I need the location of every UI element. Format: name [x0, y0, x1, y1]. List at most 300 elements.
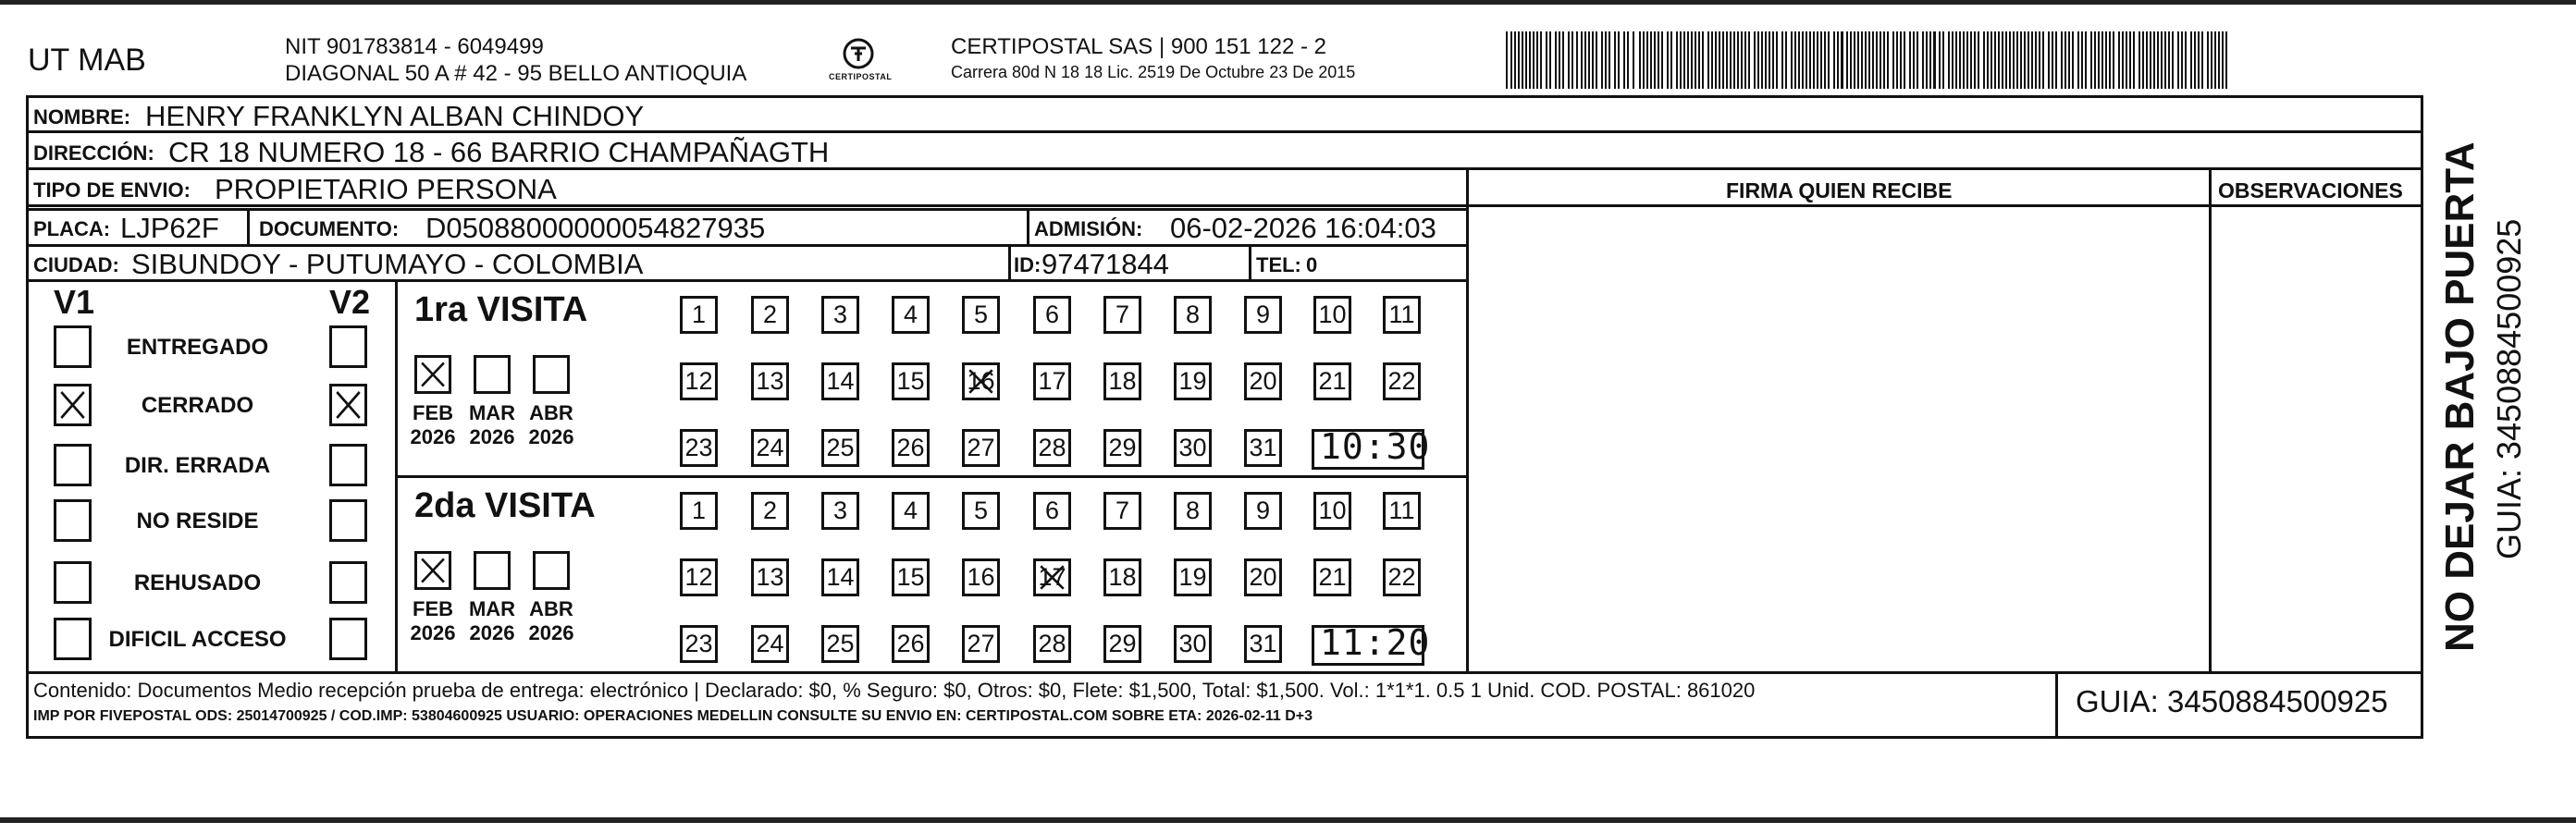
day-box[interactable] [1313, 492, 1351, 530]
day-box[interactable] [962, 296, 1000, 334]
barcode-bar [1592, 31, 1594, 89]
day-box[interactable] [1244, 492, 1282, 530]
barcode-bar [1748, 31, 1750, 89]
day-box[interactable] [892, 558, 930, 596]
day-number: 8 [1185, 300, 1201, 328]
barcode-bar [1820, 31, 1822, 89]
day-box[interactable] [1383, 296, 1421, 334]
visit-title: 1ra VISITA [414, 290, 588, 329]
day-number: 6 [1044, 300, 1060, 328]
barcode-bar [1687, 31, 1689, 89]
barcode-bar [1588, 31, 1590, 89]
month-year: 2026 [469, 621, 515, 644]
month-checkbox[interactable] [414, 355, 451, 394]
col-divider [2209, 167, 2212, 671]
day-box[interactable] [1033, 429, 1071, 467]
day-box[interactable] [962, 492, 1000, 530]
footer-guia: GUIA: 3450884500925 [2076, 684, 2388, 718]
barcode-bar [2005, 31, 2007, 89]
barcode-bar [1546, 31, 1547, 89]
day-box[interactable] [821, 558, 859, 596]
day-number: 10 [1318, 300, 1347, 328]
v2-checkbox[interactable] [329, 618, 367, 660]
day-box[interactable] [1174, 429, 1212, 467]
barcode-bar [2161, 31, 2163, 89]
id-value: 97471844 [1041, 248, 1169, 280]
barcode-bar [1695, 31, 1696, 89]
barcode-bar [2207, 31, 2209, 89]
status-label: REHUSADO [133, 570, 262, 595]
barcode-bar [1643, 31, 1645, 89]
day-number: 27 [967, 630, 995, 657]
day-box[interactable] [1174, 362, 1212, 400]
barcode-bar [1896, 31, 1898, 89]
barcode-bar [1639, 31, 1641, 89]
barcode-bar [2126, 31, 2127, 89]
day-number: 2 [762, 497, 778, 524]
courier-license: Carrera 80d N 18 18 Lic. 2519 De Octubre 23 De 2015 [951, 63, 1356, 81]
barcode-bar [1691, 31, 1693, 89]
id-label: ID: [1014, 253, 1041, 276]
month-checkbox[interactable] [474, 355, 511, 394]
day-box[interactable] [1033, 362, 1071, 400]
month-checkbox[interactable] [474, 551, 511, 590]
barcode-bar [1887, 31, 1889, 89]
barcode-bar [1702, 31, 1704, 89]
day-number: 23 [684, 434, 713, 461]
barcode-bar [1698, 31, 1700, 89]
status-label: ENTREGADO [126, 335, 269, 360]
barcode-bar [1861, 31, 1863, 89]
day-box[interactable] [680, 296, 718, 334]
barcode-bar [1623, 31, 1625, 89]
day-box[interactable] [680, 429, 718, 467]
barcode-bar [1948, 31, 1950, 89]
status-label: CERRADO [141, 393, 254, 418]
barcode-bar [2031, 31, 2033, 89]
observaciones-header: OBSERVACIONES [2218, 178, 2403, 202]
barcode-bar [2028, 31, 2029, 89]
barcode-bar [1813, 31, 1815, 89]
barcode-bar [1846, 31, 1848, 89]
barcode-bar [1536, 31, 1538, 89]
barcode-bar [1627, 31, 1629, 89]
barcode-bar [1963, 31, 1965, 89]
day-box[interactable] [1174, 625, 1212, 663]
day-number: 20 [1249, 367, 1277, 395]
day-box[interactable] [892, 362, 930, 400]
day-number: 14 [826, 563, 855, 591]
day-box[interactable] [751, 625, 789, 663]
month-year: 2026 [469, 425, 515, 448]
barcode-bar [1994, 31, 1996, 89]
barcode-bar [1726, 31, 1728, 89]
month-year: 2026 [410, 425, 456, 448]
day-box[interactable] [1103, 625, 1141, 663]
barcode-bar [2181, 31, 2183, 89]
v2-checkbox[interactable] [329, 561, 367, 604]
barcode-bar [1633, 31, 1634, 89]
barcode-bar [2225, 31, 2227, 89]
day-box[interactable] [1103, 558, 1141, 596]
barcode-bar [1737, 31, 1739, 89]
day-box[interactable] [680, 492, 718, 530]
day-box[interactable] [1033, 625, 1071, 663]
barcode-bar [2201, 31, 2203, 89]
barcode-bar [2198, 31, 2200, 89]
barcode-bar [1959, 31, 1961, 89]
barcode-bar [1991, 31, 1992, 89]
day-box[interactable] [821, 362, 859, 400]
barcode-bar [1510, 31, 1512, 89]
direccion-value: CR 18 NUMERO 18 - 66 BARRIO CHAMPAÑAGTH [168, 136, 830, 168]
barcode-bar [1549, 31, 1551, 89]
day-number: 24 [756, 434, 784, 461]
barcode-bar [2013, 31, 2015, 89]
day-number: 11 [1388, 300, 1415, 328]
day-box[interactable] [821, 492, 859, 530]
day-box[interactable] [1103, 362, 1141, 400]
barcode-bar [1791, 31, 1793, 89]
barcode-bar [1529, 31, 1531, 89]
day-number: 8 [1185, 497, 1201, 524]
placa-value: LJP62F [120, 212, 219, 244]
day-box[interactable] [1244, 558, 1282, 596]
barcode-bar [1683, 31, 1685, 89]
day-number: 30 [1178, 630, 1207, 657]
day-box[interactable] [892, 625, 930, 663]
day-box[interactable] [680, 558, 718, 596]
day-box[interactable] [1244, 362, 1282, 400]
barcode-bar [1676, 31, 1678, 89]
barcode-bar [1571, 31, 1573, 89]
barcode-bar [2048, 31, 2050, 89]
barcode-bar [1828, 31, 1830, 89]
ciudad-label: CIUDAD: [33, 253, 119, 276]
day-number: 7 [1115, 497, 1130, 524]
day-box[interactable] [962, 429, 1000, 467]
barcode-bar [1837, 31, 1839, 89]
scan-bottom-edge [0, 817, 2576, 823]
day-number: 17 [1038, 563, 1066, 591]
barcode-bar [1933, 31, 1936, 89]
barcode-bar [1974, 31, 1976, 89]
barcode-bar [1555, 31, 1557, 89]
barcode-bar [1761, 31, 1763, 89]
day-number: 31 [1249, 434, 1277, 461]
barcode-bar [1733, 31, 1735, 89]
day-number: 7 [1115, 300, 1130, 328]
barcode-bar [1955, 31, 1957, 89]
day-number: 20 [1249, 563, 1277, 591]
day-number: 31 [1249, 630, 1277, 657]
month-label: ABR [529, 597, 573, 620]
placa-label: PLACA: [33, 217, 111, 240]
barcode-bar [1966, 31, 1968, 89]
barcode-bar [1581, 31, 1583, 89]
col-divider [1027, 208, 1029, 245]
day-cross-mark [1036, 561, 1068, 594]
day-number: 3 [832, 497, 848, 524]
day-number: 6 [1044, 497, 1060, 524]
day-number: 30 [1178, 434, 1207, 461]
month-checkbox[interactable] [533, 551, 570, 590]
status-label: DIR. ERRADA [124, 453, 271, 478]
barcode-bar [1711, 31, 1713, 89]
barcode-bar [2109, 31, 2111, 89]
barcode-bar [1785, 31, 1787, 89]
day-box[interactable] [1244, 625, 1282, 663]
barcode-bar [2052, 31, 2053, 89]
barcode-bar [2039, 31, 2040, 89]
certipostal-logo [829, 35, 893, 89]
day-number: 24 [756, 630, 784, 657]
barcode-bar [1883, 31, 1885, 89]
day-box[interactable] [1244, 296, 1282, 334]
barcode-bar [2077, 31, 2079, 89]
v1-header: V1 [54, 283, 95, 321]
barcode-bar [2009, 31, 2011, 89]
v2-header: V2 [329, 283, 371, 321]
barcode-bar [1540, 31, 1542, 89]
day-number: 14 [826, 367, 855, 395]
barcode-bar [1983, 31, 1985, 89]
day-number: 28 [1038, 434, 1066, 461]
row-divider [1469, 204, 2423, 207]
barcode-bar [1722, 31, 1724, 89]
company-name: UT MAB [28, 43, 146, 78]
barcode-bar [1913, 31, 1915, 89]
barcode-bar [1809, 31, 1811, 89]
barcode-bar [2072, 31, 2074, 89]
barcode-bar [2164, 31, 2166, 89]
barcode-bar [1833, 31, 1835, 89]
admision-value: 06-02-2026 16:04:03 [1170, 212, 1436, 244]
day-box[interactable] [892, 296, 930, 334]
day-box[interactable] [1174, 492, 1212, 530]
barcode-bar [2002, 31, 2003, 89]
day-box[interactable] [1174, 296, 1212, 334]
day-box[interactable] [1103, 296, 1141, 334]
month-label: MAR [468, 597, 516, 620]
day-box[interactable] [1383, 492, 1421, 530]
day-number: 12 [684, 563, 713, 591]
day-number: 15 [896, 367, 925, 395]
barcode-bar [1730, 31, 1732, 89]
v2-checkbox[interactable] [329, 325, 367, 368]
barcode-bar [1618, 31, 1620, 89]
day-box[interactable] [1033, 296, 1071, 334]
day-number: 5 [973, 300, 989, 328]
barcode-bar [1562, 31, 1564, 89]
day-box[interactable] [751, 558, 789, 596]
footer-imp-line: IMP POR FIVEPOSTAL ODS: 25014700925 / COD.IMP: 53804600925 USUARIO: OPERACIONES MEDELLIN CONSULTE SU ENVIO EN: CERTIPOSTAL.COM SOBRE ETA: 2026-02-11 D+3 [33, 708, 1313, 724]
day-number: 16 [967, 367, 995, 395]
day-box[interactable] [751, 492, 789, 530]
barcode-bar [1781, 31, 1783, 89]
barcode-bar [1854, 31, 1855, 89]
day-box[interactable] [1383, 362, 1421, 400]
barcode-bar [1559, 31, 1560, 89]
month-year: 2026 [410, 621, 456, 644]
barcode-bar [2194, 31, 2196, 89]
barcode-bar [1939, 31, 1941, 89]
barcode-bar [2129, 31, 2131, 89]
barcode-bar [2157, 31, 2159, 89]
month-checkbox[interactable] [533, 355, 570, 394]
barcode-bar [2113, 31, 2114, 89]
barcode-bar [1917, 31, 1918, 89]
barcode-bar [1794, 31, 1796, 89]
barcode-bar [1576, 31, 1578, 89]
day-box[interactable] [1174, 558, 1212, 596]
barcode-bar [2133, 31, 2135, 89]
day-box[interactable] [1383, 558, 1421, 596]
day-box[interactable] [751, 296, 789, 334]
barcode-bar [1942, 31, 1944, 89]
barcode-bar [2016, 31, 2018, 89]
barcode-bar [2190, 31, 2192, 89]
day-number: 23 [684, 630, 713, 657]
barcode-bar [2098, 31, 2100, 89]
tipo-envio-value: PROPIETARIO PERSONA [215, 173, 557, 205]
barcode-bar [2090, 31, 2092, 89]
day-box[interactable] [892, 429, 930, 467]
barcode-bar [1667, 31, 1669, 89]
day-number: 25 [826, 434, 855, 461]
barcode-bar [1719, 31, 1720, 89]
barcode-bar [1522, 31, 1523, 89]
v2-checkbox[interactable] [329, 499, 367, 542]
barcode [1506, 31, 2237, 91]
barcode-bar [2185, 31, 2187, 89]
barcode-bar [2218, 31, 2220, 89]
logo-wordmark: CERTIPOSTAL [829, 72, 893, 81]
day-number: 12 [684, 367, 713, 395]
courier-name: CERTIPOSTAL SAS | 900 151 122 - 2 [951, 34, 1326, 59]
documento-value: D05088000000054827935 [425, 212, 766, 244]
barcode-bar [2055, 31, 2057, 89]
visit-title: 2da VISITA [414, 486, 596, 525]
day-box[interactable] [962, 362, 1000, 400]
month-year: 2026 [528, 425, 574, 448]
day-number: 18 [1108, 563, 1137, 591]
time-box[interactable] [1312, 622, 1431, 666]
day-box[interactable] [892, 492, 930, 530]
barcode-bar [1880, 31, 1881, 89]
nombre-value: HENRY FRANKLYN ALBAN CHINDOY [145, 100, 645, 132]
tipo-envio-label: TIPO DE ENVIO: [33, 178, 191, 202]
row-divider [395, 475, 1468, 478]
barcode-bar [2172, 31, 2174, 89]
barcode-bar [2214, 31, 2216, 89]
barcode-bar [1754, 31, 1756, 89]
day-box[interactable] [680, 362, 718, 400]
day-number: 26 [896, 434, 925, 461]
day-box[interactable] [1313, 296, 1351, 334]
barcode-bar [1987, 31, 1989, 89]
month-checkbox[interactable] [414, 551, 451, 590]
barcode-bar [1806, 31, 1807, 89]
barcode-bar [2081, 31, 2083, 89]
day-box[interactable] [1033, 558, 1071, 596]
barcode-bar [1998, 31, 2000, 89]
day-number: 16 [967, 563, 995, 591]
barcode-bar [1952, 31, 1954, 89]
row-divider [26, 208, 1469, 211]
day-number: 27 [967, 434, 995, 461]
day-box[interactable] [962, 558, 1000, 596]
barcode-bar [1872, 31, 1874, 89]
v2-checkbox[interactable] [329, 444, 367, 486]
barcode-bar [1769, 31, 1770, 89]
barcode-bar [1533, 31, 1535, 89]
day-box[interactable] [962, 625, 1000, 663]
admision-label: ADMISIÓN: [1034, 217, 1143, 240]
time-box[interactable] [1312, 426, 1431, 470]
barcode-bar [1904, 31, 1905, 89]
day-number: 19 [1178, 563, 1207, 591]
day-box[interactable] [821, 296, 859, 334]
direccion-label: DIRECCIÓN: [33, 141, 154, 165]
barcode-bar [2222, 31, 2224, 89]
month-year: 2026 [528, 621, 574, 644]
documento-label: DOCUMENTO: [259, 217, 400, 240]
day-box[interactable] [1244, 429, 1282, 467]
barcode-bar [2105, 31, 2107, 89]
col-divider [1249, 244, 1251, 279]
day-box[interactable] [1313, 558, 1351, 596]
barcode-bar [1900, 31, 1902, 89]
barcode-bar [2101, 31, 2103, 89]
day-box[interactable] [680, 625, 718, 663]
day-number: 11 [1388, 497, 1415, 524]
barcode-bar [1658, 31, 1659, 89]
barcode-bar [2064, 31, 2066, 89]
day-number: 29 [1108, 434, 1137, 461]
day-number: 4 [903, 300, 918, 328]
barcode-bar [1776, 31, 1778, 89]
v2-checkbox[interactable] [329, 384, 367, 426]
barcode-bar [2068, 31, 2070, 89]
col-divider [247, 208, 250, 245]
day-number: 28 [1038, 630, 1066, 657]
barcode-bar [2168, 31, 2170, 89]
day-box[interactable] [821, 625, 859, 663]
barcode-bar [1584, 31, 1586, 89]
barcode-bar [2142, 31, 2144, 89]
day-number: 22 [1387, 563, 1416, 591]
nombre-label: NOMBRE: [33, 105, 131, 129]
day-box[interactable] [751, 429, 789, 467]
day-number: 13 [756, 367, 784, 395]
barcode-bar [1614, 31, 1616, 89]
barcode-bar [1824, 31, 1826, 89]
day-box[interactable] [1103, 492, 1141, 530]
day-box[interactable] [751, 362, 789, 400]
month-label: MAR [468, 401, 516, 424]
scan-top-edge [0, 0, 2576, 5]
barcode-bar [1605, 31, 1607, 89]
day-box[interactable] [1103, 429, 1141, 467]
barcode-bar [1707, 31, 1709, 89]
day-box[interactable] [821, 429, 859, 467]
day-box[interactable] [1313, 362, 1351, 400]
barcode-bar [1865, 31, 1867, 89]
day-number: 1 [691, 497, 707, 524]
handwritten-time: 10:30 [1320, 426, 1431, 467]
day-box[interactable] [1033, 492, 1071, 530]
